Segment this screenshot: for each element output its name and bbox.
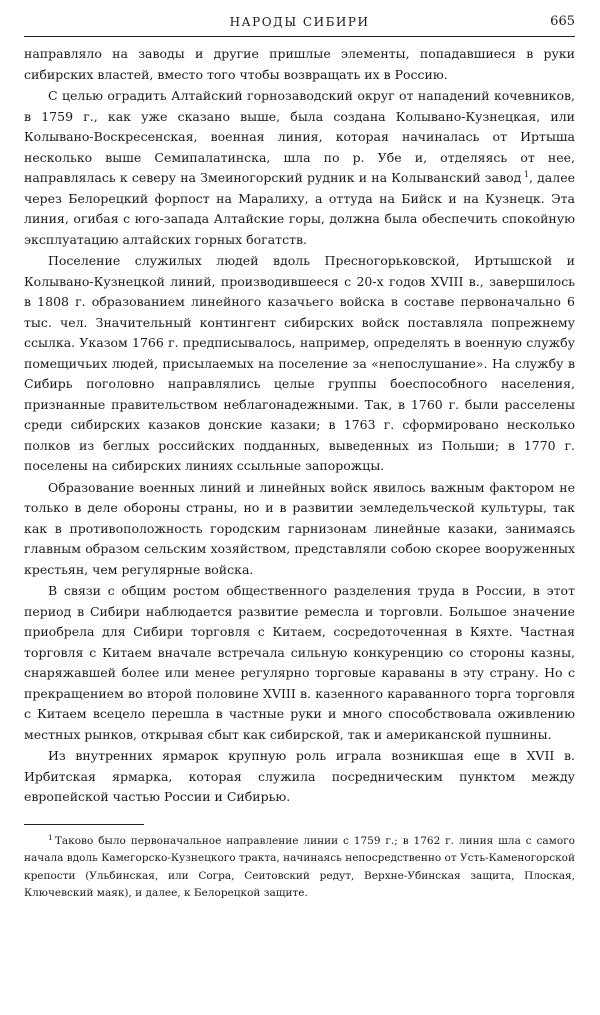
paragraph-text: направляло на заводы и другие пришлые элементы, попадавшиеся в руки сибирских властей, вместо того чтобы возвращать их в Россию.: [24, 46, 575, 82]
paragraph-kolyvan-line: [24, 86, 575, 250]
footnote-text: Таково было первоначальное направление линии с 1759 г.; в 1762 г. линия шла с самого начала вдоль Камегорско-Кузнецкого тракта, начинаясь непосредственно от Усть-Каменогорской крепости (Ульбинская, или Согра, Сеитовский редут, Верхне-Убинская защита, Плоская, Ключевский маяк), и далее, к Белорецкой защите.: [24, 834, 575, 899]
paragraph-text: Образование военных линий и линейных войск явилось важным фактором не только в деле обороны страны, но и в развитии земледельческой культуры, так как в противоположность городским гарнизонам линейные казаки, занимаясь главным образом сельским хозяйством, представляли собою скорее вооруженных крестьян, чем регулярные войска.: [24, 479, 575, 577]
running-title: НАРОДЫ СИБИРИ: [229, 15, 370, 29]
paragraph-text-continued: , далее через Белорецкий форпост на Маралиху, а оттуда на Бийск и на Кузнецк. Эта линия, огибая с юго-запада Алтайские горы, должна была обеспечить спокойную эксплуатацию алтайских горных богатств.: [24, 170, 575, 247]
paragraph-settlement: [24, 251, 575, 477]
page-number: 665: [550, 14, 575, 29]
book-page: [24, 10, 575, 1005]
paragraph-continued: [24, 44, 575, 85]
paragraph-trade: [24, 581, 575, 745]
paragraph-text: В связи с общим ростом общественного разделения труда в России, в этот период в Сибири наблюдается развитие ремесла и торговли. Большое значение приобрела для Сибири торговля с Китаем, сосредоточенная в Кяхте. Частная торговля с Китаем вначале встречала сильную конкуренцию со стороны казны, снаряжавшей более или менее регулярно торговые караваны в эту страну. Но с прекращением во второй половине XVIII в. казенного караванного торга торговля с Китаем всецело перешла в частные руки и много способствовала оживлению местных рынков, открывая сбыт как сибирской, так и американской пушнины.: [24, 583, 575, 742]
page-header: [24, 10, 575, 37]
footnote-reference: 1: [523, 170, 529, 179]
paragraph-fairs: [24, 746, 575, 808]
footnote: [24, 833, 575, 903]
main-text: [24, 44, 575, 808]
paragraph-text: Из внутренних ярмарок крупную роль играла возникшая еще в XVII в. Ирбитская ярмарка, которая служила посредническим пунктом между европейской частью России и Сибирью.: [24, 748, 575, 804]
paragraph-military-lines: [24, 478, 575, 581]
paragraph-text: Поселение служилых людей вдоль Пресногорьковской, Иртышской и Колывано-Кузнецкой линий, производившееся с 20-х годов XVIII в., завершилось в 1808 г. образованием линейного казачьего войска в составе первоначально 6 тыс. чел. Значительный контингент сибирских войск поставляла попрежнему ссылка. Указом 1766 г. предписывалось, например, определять в военную службу помещичьих людей, присылаемых на поселение за «непослушание». На службу в Сибирь поголовно направлялись целые группы боеспособного населения, признанные правительством неблагонадежными. Так, в 1760 г. были расселены среди сибирских казаков донские казаки; в 1763 г. сформировано несколько полков из беглых российских подданных, выведенных из Польши; в 1770 г. поселены на сибирских линиях ссыльные запорожцы.: [24, 253, 575, 473]
paragraph-text: С целью оградить Алтайский горнозаводский округ от нападений кочевников, в 1759 г., как уже сказано выше, была создана Колывано-Кузнецкая, или Колывано-Воскресенская, военная линия, которая начиналась от Иртыша несколько выше Семипалатинска, шла по р. Убе и, отделяясь от нее, направлялась к северу на Змеиногорский рудник и на Колыванский завод: [24, 88, 575, 185]
footnote-divider: [24, 824, 144, 825]
footnote-marker: 1: [48, 832, 53, 842]
